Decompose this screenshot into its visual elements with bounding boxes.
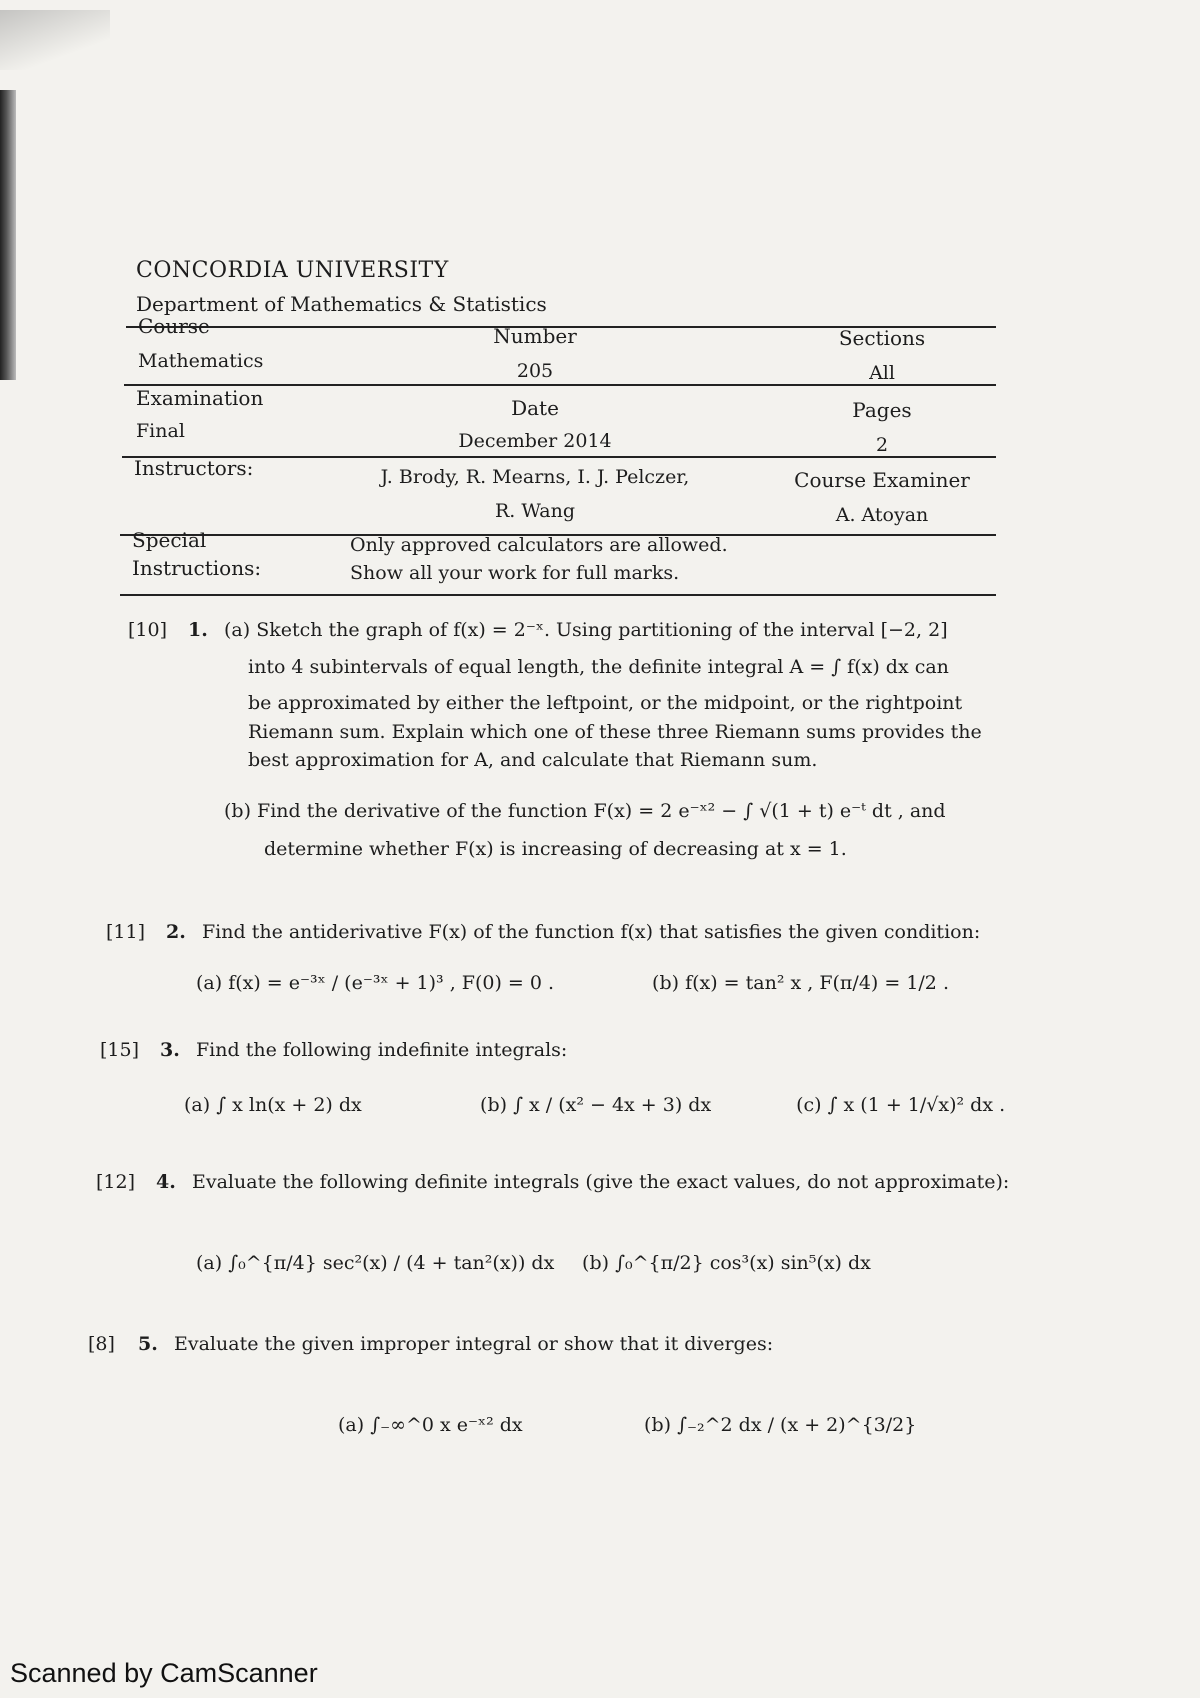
university-name: CONCORDIA UNIVERSITY <box>136 258 449 283</box>
problem-4a: (a) ∫₀^{π/4} sec²(x) / (4 + tan²(x)) dx <box>196 1251 555 1274</box>
problem-1b-line-2: determine whether F(x) is increasing of decreasing at x = 1. <box>264 838 847 860</box>
course-value: Mathematics <box>138 350 264 372</box>
problem-1b-line-1: (b) Find the derivative of the function F(x) = 2 e⁻ˣ² − ∫ √(1 + t) e⁻ᵗ dt , and <box>224 799 946 822</box>
problem-1-number: 1. <box>188 619 208 641</box>
table-rule <box>120 594 996 596</box>
sections-label: Sections <box>838 326 926 350</box>
number-value: 205 <box>516 360 554 382</box>
problem-3-number: 3. <box>160 1039 180 1061</box>
department-name: Department of Mathematics & Statistics <box>136 292 547 316</box>
problem-2-number: 2. <box>166 921 186 943</box>
problem-4b: (b) ∫₀^{π/2} cos³(x) sin⁵(x) dx <box>582 1251 871 1274</box>
special-label-2: Instructions: <box>132 556 262 580</box>
instructors-line-2: R. Wang <box>495 500 575 522</box>
special-label-1: Special <box>132 528 207 552</box>
problem-5a: (a) ∫₋∞^0 x e⁻ˣ² dx <box>338 1413 523 1436</box>
problem-3-marks: [15] <box>100 1039 140 1061</box>
problem-3c: (c) ∫ x (1 + 1/√x)² dx . <box>796 1093 1006 1116</box>
problem-2a: (a) f(x) = e⁻³ˣ / (e⁻³ˣ + 1)³ , F(0) = 0 . <box>196 971 555 994</box>
instructors-label: Instructors: <box>134 456 254 480</box>
exam-value: Final <box>136 420 185 442</box>
date-value: December 2014 <box>458 430 612 452</box>
sections-value: All <box>869 362 895 384</box>
problem-2b: (b) f(x) = tan² x , F(π/4) = 1/2 . <box>652 971 949 994</box>
problem-3-text: Find the following indefinite integrals: <box>196 1039 568 1061</box>
problem-3 <box>100 1036 1080 1119</box>
special-line-2: Show all your work for full marks. <box>350 562 680 584</box>
scanner-watermark: Scanned by CamScanner <box>10 1658 318 1688</box>
problem-5 <box>88 1330 1088 1439</box>
problem-5-number: 5. <box>138 1333 158 1355</box>
problem-4-number: 4. <box>156 1171 176 1193</box>
problem-1a-line-5: best approximation for A, and calculate that Riemann sum. <box>248 749 818 771</box>
problem-1a-line-4: Riemann sum. Explain which one of these three Riemann sums provides the <box>248 720 982 743</box>
problem-2-marks: [11] <box>106 921 146 943</box>
problem-1 <box>128 616 1028 864</box>
number-label: Number <box>493 324 577 348</box>
problem-4 <box>96 1168 1096 1277</box>
scan-shadow <box>0 10 110 70</box>
problem-4-text: Evaluate the following definite integrals (give the exact values, do not approximate): <box>192 1171 1010 1193</box>
problem-1a-line-3: be approximated by either the leftpoint, or the midpoint, or the rightpoint <box>248 692 963 714</box>
problem-5b: (b) ∫₋₂^2 dx / (x + 2)^{3/2} <box>644 1413 917 1436</box>
course-label: Course <box>138 314 210 338</box>
examiner-label: Course Examiner <box>794 468 970 492</box>
instructors-line-1: J. Brody, R. Mearns, I. J. Pelczer, <box>380 466 690 488</box>
examiner-value: A. Atoyan <box>835 504 929 526</box>
problem-5-marks: [8] <box>88 1333 115 1355</box>
exam-label: Examination <box>136 386 264 410</box>
problem-1a-line-2: into 4 subintervals of equal length, the definite integral A = ∫ f(x) dx can <box>248 655 949 678</box>
problem-2 <box>106 918 1066 997</box>
scan-edge <box>0 90 16 380</box>
problem-2-text: Find the antiderivative F(x) of the function f(x) that satisfies the given condition: <box>202 921 981 943</box>
problem-1-marks: [10] <box>128 619 168 641</box>
special-line-1: Only approved calculators are allowed. <box>350 534 728 556</box>
problem-1a-line-1: (a) Sketch the graph of f(x) = 2⁻ˣ. Using partitioning of the interval [−2, 2] <box>224 619 948 641</box>
pages-label: Pages <box>852 398 912 422</box>
problem-5-text: Evaluate the given improper integral or show that it diverges: <box>174 1333 774 1355</box>
pages-value: 2 <box>875 434 889 456</box>
problem-4-marks: [12] <box>96 1171 136 1193</box>
problem-3b: (b) ∫ x / (x² − 4x + 3) dx <box>480 1093 712 1116</box>
date-label: Date <box>511 396 559 420</box>
problem-3a: (a) ∫ x ln(x + 2) dx <box>184 1093 362 1116</box>
